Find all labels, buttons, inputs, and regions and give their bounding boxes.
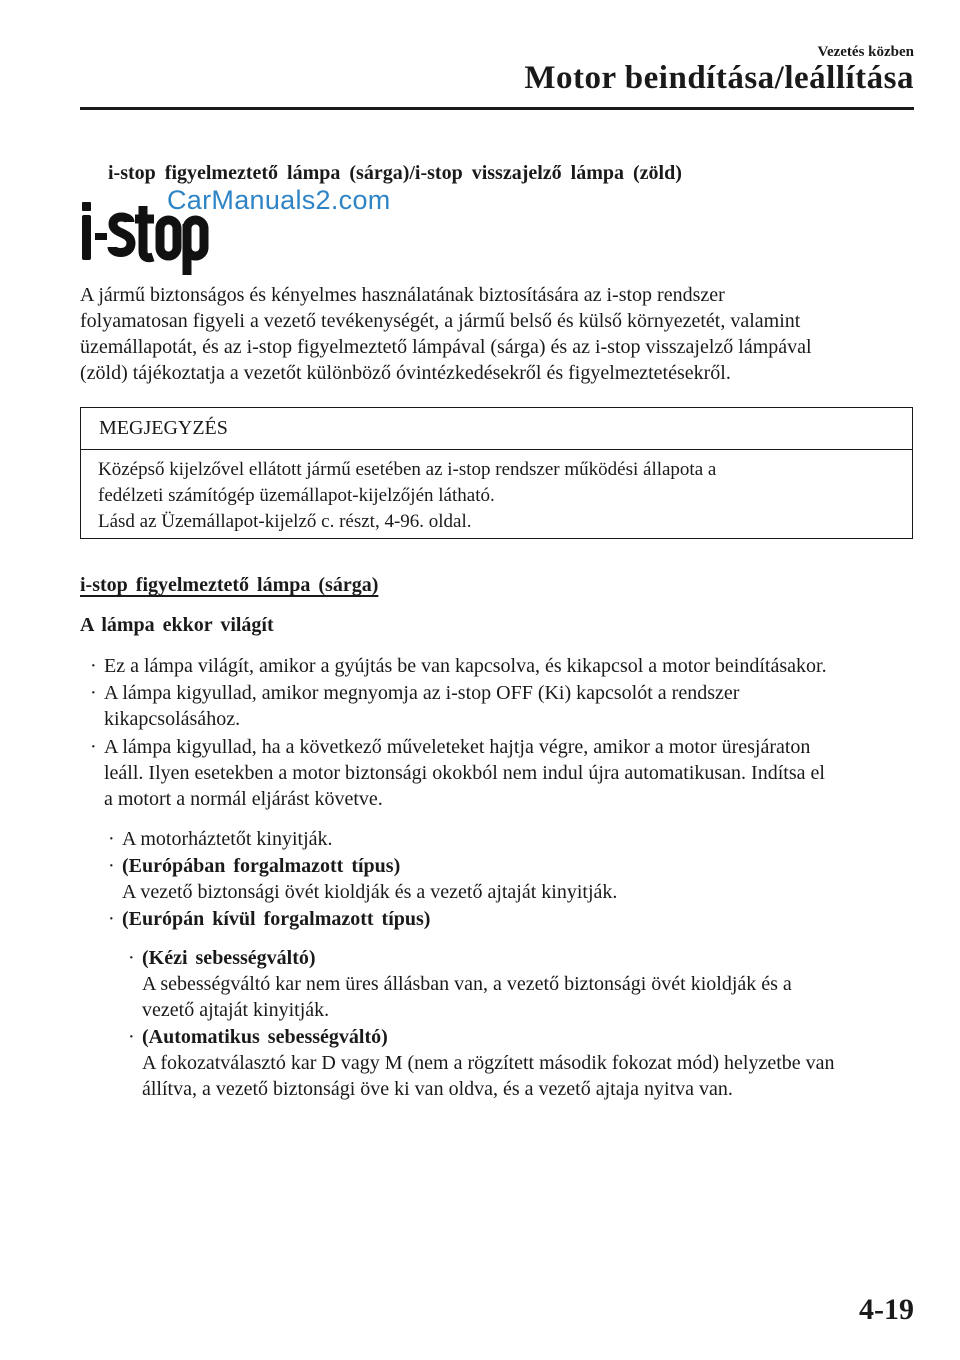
bullet-dot: · (108, 855, 115, 877)
note-box (80, 407, 913, 539)
bullet-dot: · (108, 908, 115, 930)
sub-bullet-item (108, 826, 916, 852)
bullet-line: A motorháztetőt kinyitják. (122, 828, 333, 850)
bullet-dot: · (108, 828, 115, 850)
note-body (98, 457, 900, 535)
bullet-line: A vezető biztonsági övét kioldják és a vezető ajtaját kinyitják. (122, 881, 618, 903)
intro-line: üzemállapotát, és az i-stop figyelmeztető lámpával (sárga) és az i-stop visszajelző lámpával (80, 336, 812, 358)
bullet-item (90, 680, 916, 732)
bullet-line: Ez a lámpa világít, amikor a gyújtás be van kapcsolva, és kikapcsol a motor beindításakor. (104, 655, 827, 677)
bullet-line: vezető ajtaját kinyitják. (142, 999, 330, 1021)
bullet-item (90, 653, 916, 679)
running-header-section: Vezetés közben (817, 44, 914, 60)
bullet-dot: · (90, 655, 97, 677)
bullet-line: A lámpa kigyullad, ha a következő műveleteket hajtja végre, amikor a motor üresjáraton (104, 736, 811, 758)
page-number: 4-19 (859, 1293, 914, 1326)
bullet-dot: · (90, 736, 97, 758)
bullet-line: leáll. Ilyen esetekben a motor biztonsági okokból nem indul újra automatikusan. Indítsa el (104, 762, 825, 784)
intro-line: folyamatosan figyeli a vezető tevékenységét, a jármű belső és külső környezetét, valamint (80, 310, 801, 332)
note-line: Középső kijelzővel ellátott jármű esetében az i-stop rendszer működési állapota a (98, 459, 717, 480)
note-line: Lásd az Üzemállapot-kijelző c. részt, 4-96. oldal. (98, 511, 472, 532)
sub-sub-bullet-item (128, 945, 916, 1023)
note-title: MEGJEGYZÉS (99, 417, 228, 439)
running-header-title: Motor beindítása/leállítása (524, 60, 914, 96)
bullet-line: A fokozatválasztó kar D vagy M (nem a rögzített második fokozat mód) helyzetbe van (142, 1052, 835, 1074)
bullet-line: A lámpa kigyullad, amikor megnyomja az i-stop OFF (Ki) kapcsolót a rendszer (104, 682, 740, 704)
bullet-bold-label: (Kézi sebességváltó) (142, 947, 316, 969)
section-title: i-stop figyelmeztető lámpa (sárga)/i-stop visszajelző lámpa (zöld) (108, 162, 682, 184)
intro-paragraph (80, 282, 916, 386)
intro-line: (zöld) tájékoztatja a vezetőt különböző óvintézkedésekről és figyelmeztetésekről. (80, 362, 731, 384)
subsection-title: i-stop figyelmeztető lámpa (sárga) (80, 574, 379, 596)
note-line: fedélzeti számítógép üzemállapot-kijelzőjén látható. (98, 485, 495, 506)
bullet-item (90, 734, 916, 812)
bullet-bold-label: (Európán kívül forgalmazott típus) (122, 908, 431, 930)
subsection-heading: A lámpa ekkor világít (80, 614, 274, 636)
intro-line: A jármű biztonságos és kényelmes használatának biztosítására az i-stop rendszer (80, 284, 725, 306)
bullet-line: kikapcsolásához. (104, 708, 241, 730)
header-rule (80, 107, 914, 110)
sub-bullet-item (108, 906, 916, 932)
note-header (81, 408, 912, 450)
bullet-line: A sebességváltó kar nem üres állásban van, a vezető biztonsági övét kioldják és a (142, 973, 792, 995)
bullet-dot: · (128, 1026, 135, 1048)
bullet-bold-label: (Európában forgalmazott típus) (122, 855, 401, 877)
watermark-text: CarManuals2.com (167, 185, 391, 215)
bullet-line: a motort a normál eljárást követve. (104, 788, 383, 810)
bullet-dot: · (90, 682, 97, 704)
bullet-bold-label: (Automatikus sebességváltó) (142, 1026, 388, 1048)
bullet-dot: · (128, 947, 135, 969)
bullet-line: állítva, a vezető biztonsági öve ki van oldva, és a vezető ajtaja nyitva van. (142, 1078, 733, 1100)
sub-bullet-item (108, 853, 916, 905)
sub-sub-bullet-item (128, 1024, 916, 1102)
